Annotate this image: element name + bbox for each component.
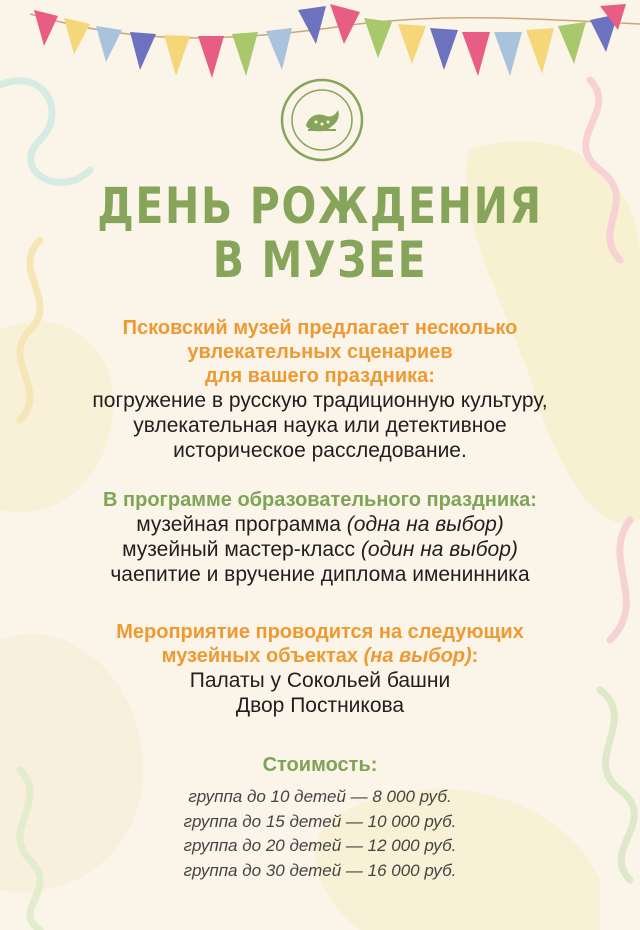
flag: [526, 28, 554, 74]
venues-heading-line2: [0, 644, 640, 668]
program-item-note: (одна на выбор): [346, 513, 504, 536]
intro-text-line2: увлекательная наука или детективное: [133, 414, 507, 437]
price-item: группа до 20 детей — 12 000 руб.: [183, 836, 457, 855]
flag: [364, 18, 392, 58]
price-item: группа до 10 детей — 8 000 руб.: [188, 787, 452, 806]
program-item: [0, 512, 640, 537]
program-item-text: музейный мастер-класс: [122, 538, 361, 561]
venues-section: [0, 620, 640, 718]
intro-section: [0, 316, 640, 463]
program-item: [0, 537, 640, 562]
museum-logo-icon: [280, 78, 364, 162]
flag: [164, 35, 190, 76]
program-item-text: чаепитие и вручение диплома именинника: [110, 563, 530, 586]
flag: [266, 28, 292, 70]
program-item: [0, 562, 640, 587]
intro-text-line3: историческое расследование.: [173, 439, 467, 462]
intro-heading-line1: Псковский музей предлагает несколько: [122, 317, 518, 339]
program-heading: В программе образовательного праздника:: [103, 489, 537, 511]
flag: [198, 36, 224, 78]
venue-item: Палаты у Сокольей башни: [189, 669, 451, 692]
price-item: группа до 15 детей — 10 000 руб.: [183, 811, 457, 831]
flag: [232, 32, 258, 76]
venues-heading-text: музейных объектах: [161, 645, 364, 667]
venues-heading-line1: Мероприятие проводится на следующих: [116, 621, 524, 643]
flag: [298, 6, 326, 44]
intro-heading-line2: увлекательных сценариев: [187, 341, 453, 363]
flag: [398, 24, 426, 64]
prices-section: [0, 753, 640, 883]
program-item-text: музейная программа: [136, 513, 347, 536]
venue-item: Двор Постникова: [235, 694, 405, 717]
price-item: группа до 30 детей — 16 000 руб.: [183, 860, 457, 880]
venues-heading-end: :: [471, 645, 479, 667]
prices-heading: Стоимость:: [262, 754, 378, 776]
bunting-flags: [34, 4, 626, 78]
flag: [430, 28, 458, 70]
page-title-line2: В МУЗЕЕ: [212, 231, 428, 289]
intro-heading-line3: для вашего праздника:: [205, 365, 435, 387]
page-title-line1: ДЕНЬ РОЖДЕНИЯ: [97, 177, 543, 235]
flag: [96, 26, 122, 62]
flag: [130, 32, 156, 70]
venues-heading-note: (на выбор): [363, 645, 472, 667]
flag: [34, 10, 58, 46]
flag: [494, 32, 522, 76]
program-section: [0, 488, 640, 587]
flag: [558, 22, 586, 64]
flag: [462, 32, 490, 76]
program-item-note: (один на выбор): [360, 538, 518, 561]
streamer-left-top: [0, 81, 90, 183]
flag: [64, 18, 90, 54]
intro-text-line1: погружение в русскую традиционную культуру,: [92, 389, 548, 412]
